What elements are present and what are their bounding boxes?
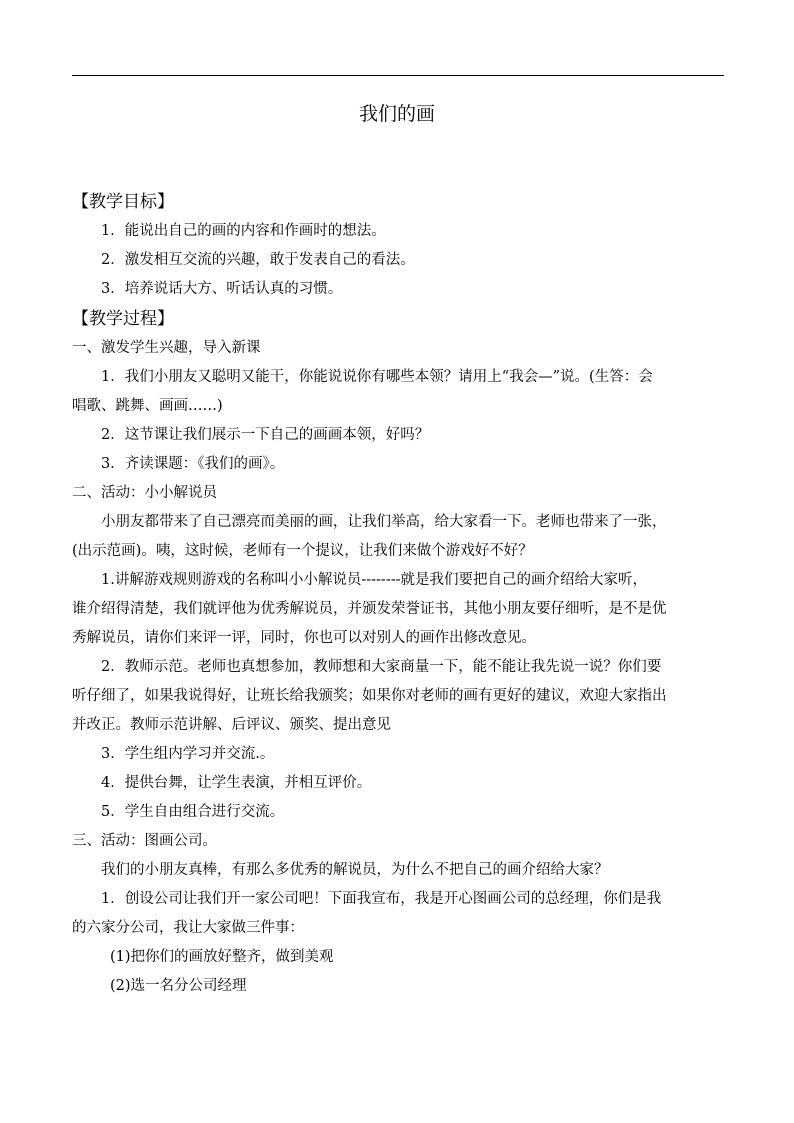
section3-para: 我们的小朋友真棒，有那么多优秀的解说员，为什么不把自己的画介绍给大家？ (101, 862, 609, 878)
section3-sub1: (1)把你们的画放好整齐，做到美观 (110, 949, 334, 965)
page-title: 我们的画 (358, 103, 435, 125)
section2-item3: 3．学生组内学习并交流.。 (101, 746, 275, 762)
section2-item4: 4．提供台舞，让学生表演，并相互评价。 (101, 775, 372, 791)
section1-heading: 一、激发学生兴趣，导入新课 (72, 340, 261, 356)
section1-item1-line2: 唱歌、跳舞、画画……) (72, 398, 223, 414)
section2-item1-line3: 秀解说员，请你们来评一评，同时，你也可以对别人的画作出修改意见。 (72, 630, 536, 646)
section2-para-line1: 小朋友都带来了自己漂亮而美丽的画，让我们举高，给大家看一下。老师也带来了一张， (101, 514, 667, 530)
goal-item: 2．激发相互交流的兴趣，敢于发表自己的看法。 (101, 252, 415, 268)
section1-item2: 2．这节课让我们展示一下自己的画画本领，好吗？ (101, 427, 430, 443)
section2-item2-line2: 听仔细了，如果我说得好，让班长给我颁奖；如果你对老师的画有更好的建议，欢迎大家指出 (72, 688, 667, 704)
goals-heading: 【教学目标】 (72, 192, 174, 212)
section3-sub2: (2)选一名分公司经理 (110, 978, 247, 994)
document-body (72, 187, 724, 1001)
section2-item1-line2: 谁介绍得清楚，我们就评他为优秀解说员，并颁发荣誉证书，其他小朋友要仔细听，是不是优 (72, 601, 667, 617)
section3-item1-line2: 的六家分公司，我让大家做三件事： (72, 920, 304, 936)
section2-para-line2: (出示范画)。咦，这时候，老师有一个提议，让我们来做个游戏好不好？ (72, 543, 533, 559)
section2-item2-line1: 2．教师示范。老师也真想参加，教师想和大家商量一下，能不能让我先说一说？你们要 (101, 659, 662, 675)
section2-item2-line3: 并改正。教师示范讲解、后评议、颁奖、提出意见 (72, 717, 391, 733)
section2-item5: 5．学生自由组合进行交流。 (101, 804, 285, 820)
section3-heading: 三、活动：图画公司。 (72, 833, 217, 849)
goal-item: 1．能说出自己的画的内容和作画时的想法。 (101, 223, 386, 239)
goal-item: 3．培养说话大方、听话认真的习惯。 (101, 281, 343, 297)
section3-item1-line1: 1．创设公司让我们开一家公司吧！下面我宣布，我是开心图画公司的总经理，你们是我 (101, 891, 662, 907)
section1-item1-line1: 1．我们小朋友又聪明又能干，你能说说你有哪些本领？请用上“我会—”说。(生答：会 (101, 369, 653, 385)
section1-item3: 3．齐读课题：《我们的画》。 (101, 456, 285, 472)
section2-item1-line1: 1.讲解游戏规则游戏的名称叫小小解说员--------就是我们要把自己的画介绍给大家听， (101, 572, 648, 588)
header-rule (72, 75, 724, 76)
process-heading: 【教学过程】 (72, 309, 174, 329)
section2-heading: 二、活动：小小解说员 (72, 485, 217, 501)
